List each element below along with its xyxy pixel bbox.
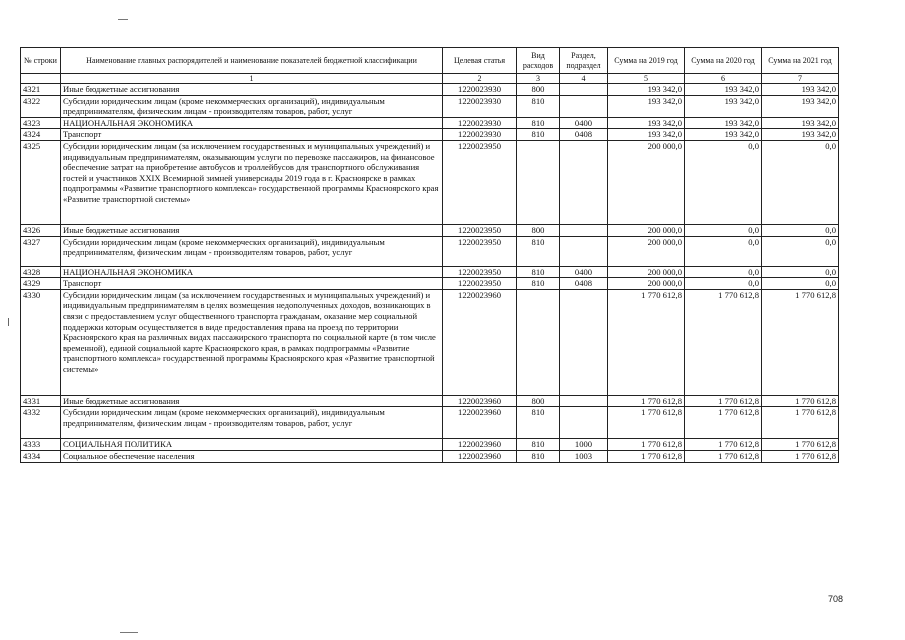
row-name-cell: НАЦИОНАЛЬНАЯ ЭКОНОМИКА [61, 117, 443, 129]
section-cell: 1000 [560, 439, 608, 451]
sum-2020-cell: 1 770 612,8 [685, 395, 762, 407]
sum-2019-cell: 193 342,0 [608, 84, 685, 96]
target-article-cell: 1220023960 [443, 439, 517, 451]
row-name-cell: Иные бюджетные ассигнования [61, 395, 443, 407]
row-name-cell: Субсидии юридическим лицам (кроме некоммерческих организаций), индивидуальным предпринимателям, физическим лицам - производителям товаров, работ, услуг [61, 407, 443, 439]
table-row [21, 407, 839, 439]
expense-type-cell [517, 140, 560, 224]
target-article-cell: 1220023960 [443, 450, 517, 462]
expense-type-cell: 810 [517, 95, 560, 117]
sum-2019-cell: 200 000,0 [608, 236, 685, 266]
sum-2021-cell: 193 342,0 [762, 84, 839, 96]
table-row [21, 266, 839, 278]
target-article-cell: 1220023960 [443, 395, 517, 407]
sum-2020-cell: 1 770 612,8 [685, 450, 762, 462]
header-sum-2020: Сумма на 2020 год [685, 48, 762, 74]
table-row [21, 117, 839, 129]
row-number-cell: 4326 [21, 224, 61, 236]
row-number-cell: 4323 [21, 117, 61, 129]
table-row [21, 224, 839, 236]
table-row [21, 140, 839, 224]
section-cell [560, 95, 608, 117]
budget-table [20, 47, 839, 463]
column-number [21, 74, 61, 84]
header-row-number: № строки [21, 48, 61, 74]
sum-2019-cell: 1 770 612,8 [608, 450, 685, 462]
sum-2020-cell: 1 770 612,8 [685, 439, 762, 451]
row-name-cell: Субсидии юридическим лицам (кроме некоммерческих организаций), индивидуальным предпринимателям, физическим лицам - производителям товаров, работ, услуг [61, 236, 443, 266]
row-number-cell: 4321 [21, 84, 61, 96]
expense-type-cell [517, 289, 560, 395]
column-number: 4 [560, 74, 608, 84]
sum-2021-cell: 0,0 [762, 236, 839, 266]
table-row [21, 84, 839, 96]
expense-type-cell: 810 [517, 278, 560, 290]
column-number: 2 [443, 74, 517, 84]
table-row [21, 439, 839, 451]
sum-2020-cell: 193 342,0 [685, 117, 762, 129]
sum-2020-cell: 193 342,0 [685, 129, 762, 141]
sum-2021-cell: 0,0 [762, 224, 839, 236]
column-number: 5 [608, 74, 685, 84]
sum-2019-cell: 200 000,0 [608, 224, 685, 236]
section-cell [560, 224, 608, 236]
row-name-cell: Иные бюджетные ассигнования [61, 84, 443, 96]
section-cell: 0400 [560, 266, 608, 278]
target-article-cell: 1220023950 [443, 278, 517, 290]
target-article-cell: 1220023960 [443, 289, 517, 395]
sum-2021-cell: 1 770 612,8 [762, 439, 839, 451]
row-name-cell: Иные бюджетные ассигнования [61, 224, 443, 236]
expense-type-cell: 800 [517, 224, 560, 236]
scan-artifact [8, 318, 9, 326]
sum-2020-cell: 193 342,0 [685, 95, 762, 117]
column-number-row [21, 74, 839, 84]
section-cell [560, 84, 608, 96]
scan-artifact [118, 19, 128, 20]
row-number-cell: 4322 [21, 95, 61, 117]
sum-2019-cell: 1 770 612,8 [608, 407, 685, 439]
target-article-cell: 1220023930 [443, 84, 517, 96]
target-article-cell: 1220023960 [443, 407, 517, 439]
row-name-cell: Транспорт [61, 129, 443, 141]
column-number: 3 [517, 74, 560, 84]
expense-type-cell: 810 [517, 117, 560, 129]
section-cell [560, 140, 608, 224]
table-row [21, 395, 839, 407]
row-number-cell: 4330 [21, 289, 61, 395]
sum-2019-cell: 200 000,0 [608, 140, 685, 224]
sum-2020-cell: 0,0 [685, 140, 762, 224]
sum-2020-cell: 1 770 612,8 [685, 289, 762, 395]
sum-2020-cell: 193 342,0 [685, 84, 762, 96]
sum-2020-cell: 0,0 [685, 224, 762, 236]
row-name-cell: СОЦИАЛЬНАЯ ПОЛИТИКА [61, 439, 443, 451]
sum-2019-cell: 200 000,0 [608, 278, 685, 290]
sum-2021-cell: 1 770 612,8 [762, 289, 839, 395]
expense-type-cell: 810 [517, 236, 560, 266]
expense-type-cell: 810 [517, 439, 560, 451]
section-cell: 0408 [560, 129, 608, 141]
table-row [21, 289, 839, 395]
sum-2020-cell: 1 770 612,8 [685, 407, 762, 439]
row-number-cell: 4325 [21, 140, 61, 224]
row-number-cell: 4327 [21, 236, 61, 266]
table-row [21, 129, 839, 141]
section-cell [560, 395, 608, 407]
table-row [21, 450, 839, 462]
sum-2019-cell: 193 342,0 [608, 95, 685, 117]
sum-2019-cell: 1 770 612,8 [608, 395, 685, 407]
column-number: 7 [762, 74, 839, 84]
header-sum-2021: Сумма на 2021 год [762, 48, 839, 74]
sum-2021-cell: 193 342,0 [762, 117, 839, 129]
sum-2019-cell: 1 770 612,8 [608, 289, 685, 395]
sum-2020-cell: 0,0 [685, 266, 762, 278]
target-article-cell: 1220023950 [443, 236, 517, 266]
sum-2021-cell: 1 770 612,8 [762, 395, 839, 407]
sum-2021-cell: 1 770 612,8 [762, 407, 839, 439]
header-name: Наименование главных распорядителей и наименование показателей бюджетной классификации [61, 48, 443, 74]
sum-2021-cell: 0,0 [762, 266, 839, 278]
table-row [21, 236, 839, 266]
sum-2021-cell: 0,0 [762, 278, 839, 290]
row-number-cell: 4334 [21, 450, 61, 462]
header-expense-type: Вид расходов [517, 48, 560, 74]
expense-type-cell: 810 [517, 129, 560, 141]
expense-type-cell: 810 [517, 450, 560, 462]
section-cell: 0400 [560, 117, 608, 129]
row-name-cell: Субсидии юридическим лицам (за исключением государственных и муниципальных учреждений) и индивидуальным предпринимателям, оказывающим услуги по перевозке пассажиров, на финансовое обеспечение затрат на приобретение автобусов и троллейбусов для транспортного обслуживания гостей и участников XXIX Всемирной зимней универсиады 2019 года в г. Красноярске в рамках подпрограммы «Развитие транспортного комплекса» государственной программы Красноярского края «Развитие транспортной системы» [61, 140, 443, 224]
target-article-cell: 1220023930 [443, 117, 517, 129]
target-article-cell: 1220023930 [443, 95, 517, 117]
section-cell: 1003 [560, 450, 608, 462]
header-sum-2019: Сумма на 2019 год [608, 48, 685, 74]
row-name-cell: Транспорт [61, 278, 443, 290]
row-number-cell: 4328 [21, 266, 61, 278]
sum-2019-cell: 193 342,0 [608, 129, 685, 141]
section-cell [560, 236, 608, 266]
row-number-cell: 4331 [21, 395, 61, 407]
row-number-cell: 4333 [21, 439, 61, 451]
target-article-cell: 1220023930 [443, 129, 517, 141]
expense-type-cell: 800 [517, 395, 560, 407]
scan-artifact [120, 632, 138, 633]
table-header-row [21, 48, 839, 74]
row-number-cell: 4324 [21, 129, 61, 141]
header-target-article: Целевая статья [443, 48, 517, 74]
sum-2019-cell: 1 770 612,8 [608, 439, 685, 451]
column-number: 1 [61, 74, 443, 84]
sum-2021-cell: 193 342,0 [762, 95, 839, 117]
row-name-cell: НАЦИОНАЛЬНАЯ ЭКОНОМИКА [61, 266, 443, 278]
row-number-cell: 4332 [21, 407, 61, 439]
expense-type-cell: 810 [517, 266, 560, 278]
header-section: Раздел, подраздел [560, 48, 608, 74]
sum-2021-cell: 1 770 612,8 [762, 450, 839, 462]
target-article-cell: 1220023950 [443, 140, 517, 224]
target-article-cell: 1220023950 [443, 224, 517, 236]
sum-2020-cell: 0,0 [685, 236, 762, 266]
sum-2019-cell: 200 000,0 [608, 266, 685, 278]
column-number: 6 [685, 74, 762, 84]
sum-2021-cell: 193 342,0 [762, 129, 839, 141]
row-name-cell: Субсидии юридическим лицам (за исключением государственных и муниципальных учреждений) и индивидуальным предпринимателям в целях возмещения недополученных доходов, возникающих в связи с предоставлением услуг общественного транспорта гражданам, оказание мер социальной поддержки которым осуществляется в виде предоставления права на проезд по территории Красноярского края на различных видах пассажирского транспорта по социальной карте (в том числе временной), единой социальной карте Красноярского края, в рамках подпрограммы «Развитие транспортного комплекса» государственной программы Красноярского края «Развитие транспортной системы» [61, 289, 443, 395]
row-number-cell: 4329 [21, 278, 61, 290]
sum-2021-cell: 0,0 [762, 140, 839, 224]
page-number: 708 [828, 594, 844, 604]
target-article-cell: 1220023950 [443, 266, 517, 278]
row-name-cell: Субсидии юридическим лицам (кроме некоммерческих организаций), индивидуальным предпринимателям, физическим лицам - производителям товаров, работ, услуг [61, 95, 443, 117]
row-name-cell: Социальное обеспечение населения [61, 450, 443, 462]
section-cell [560, 289, 608, 395]
section-cell: 0408 [560, 278, 608, 290]
sum-2020-cell: 0,0 [685, 278, 762, 290]
table-row [21, 278, 839, 290]
section-cell [560, 407, 608, 439]
expense-type-cell: 810 [517, 407, 560, 439]
expense-type-cell: 800 [517, 84, 560, 96]
table-row [21, 95, 839, 117]
sum-2019-cell: 193 342,0 [608, 117, 685, 129]
